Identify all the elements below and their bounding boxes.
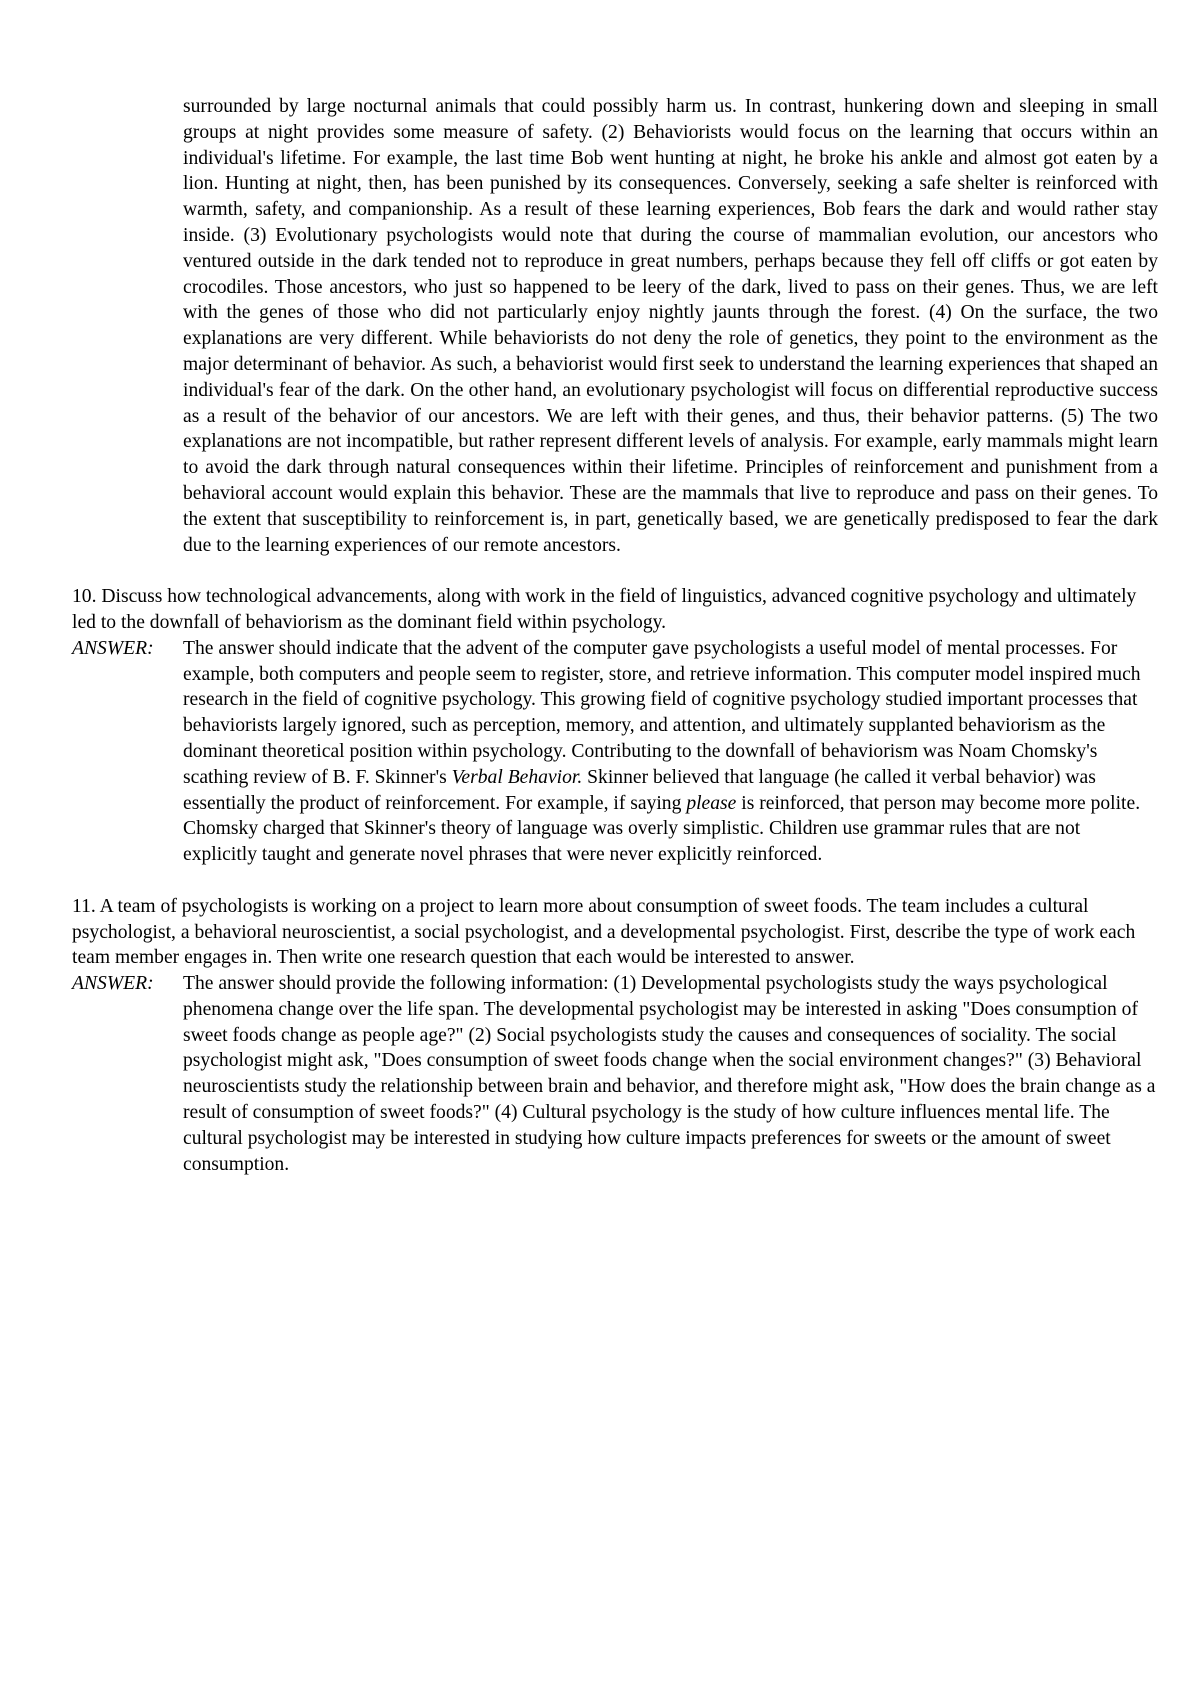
question-10-answer — [72, 636, 1162, 868]
answer-text-part: The answer should indicate that the advent of the computer gave psychologists a useful model of mental processes. For example, both computers and people seem to register, store, and retrieve information. This computer model inspired much research in the field of cognitive psychology. This growing field of cognitive psychology studied important processes that behaviorists largely ignored, such as perception, memory, and attention, and ultimately supplanted behaviorism as the dominant theoretical position within psychology. Contributing to the downfall of behaviorism was Noam Chomsky's scathing review of B. F. Skinner's — [183, 637, 1141, 788]
answer-label: ANSWER: — [72, 973, 154, 995]
answer-text-part: is reinforced, that person may become more polite. Chomsky charged that Skinner's theory of language was overly simplistic. Children use grammar rules that are not explicitly taught and generate novel phrases that were never explicitly reinforced. — [183, 792, 1141, 866]
question-11 — [72, 894, 1162, 1178]
answer-label: ANSWER: — [72, 637, 154, 659]
document-page — [72, 94, 1162, 1177]
question-10-text: 10. Discuss how technological advancements, along with work in the field of linguistics, advanced cognitive psychology and ultimately led to the downfall of behaviorism as the dominant field within psychology. — [72, 586, 1137, 633]
question-10 — [72, 584, 1162, 868]
continued-answer-text: surrounded by large nocturnal animals that could possibly harm us. In contrast, hunkering down and sleeping in small groups at night provides some measure of safety. (2) Behaviorists would focus on the learning that occurs within an individual's lifetime. For example, the last time Bob went hunting at night, he broke his ankle and almost got eaten by a lion. Hunting at night, then, has been punished by its consequences. Conversely, seeking a safe shelter is reinforced with warmth, safety, and companionship. As a result of these learning experiences, Bob fears the dark and would rather stay inside. (3) Evolutionary psychologists would note that during the course of mammalian evolution, our ancestors who ventured outside in the dark tended not to reproduce in great numbers, perhaps because they fell off cliffs or got eaten by crocodiles. Those ancestors, who just so happened to be leery of the dark, lived to pass on their genes. Thus, we are left with the genes of those who did not particularly enjoy nightly jaunts through the forest. (4) On the surface, the two explanations are very different. While behaviorists do not deny the role of genetics, they point to the environment as the major determinant of behavior. As such, a behaviorist would first seek to understand the learning experiences that shaped an individual's fear of the dark. On the other hand, an evolutionary psychologist will focus on differential reproductive success as a result of the behavior of our ancestors. We are left with their genes, and thus, their behavior patterns. (5) The two explanations are not incompatible, but rather represent different levels of analysis. For example, early mammals might learn to avoid the dark through natural consequences within their lifetime. Principles of reinforcement and punishment from a behavioral account would explain this behavior. These are the mammals that live to reproduce and pass on their genes. To the extent that susceptibility to reinforcement is, in part, genetically based, we are genetically predisposed to fear the dark due to the learning experiences of our remote ancestors. — [183, 96, 1158, 556]
question-11-text: 11. A team of psychologists is working on a project to learn more about consumption of sweet foods. The team includes a cultural psychologist, a behavioral neuroscientist, a social psychologist, and a developmental psychologist. First, describe the type of work each team member engages in. Then write one research question that each would be interested to answer. — [72, 895, 1136, 969]
book-title: Verbal Behavior. — [451, 766, 583, 788]
answer-text — [183, 636, 1158, 868]
answer-text: The answer should provide the following information: (1) Developmental psychologists study the ways psychological phenomena change over the life span. The developmental psychologist may be interested in asking "Does consumption of sweet foods change as people age?" (2) Social psychologists study the causes and consequences of sociality. The social psychologist might ask, "Does consumption of sweet foods change when the social environment changes?" (3) Behavioral neuroscientists study the relationship between brain and behavior, and therefore might ask, "How does the brain change as a result of consumption of sweet foods?" (4) Cultural psychology is the study of how culture influences mental life. The cultural psychologist may be interested in studying how culture impacts preferences for sweets or the amount of sweet consumption. — [183, 973, 1156, 1175]
emphasized-word: please — [686, 792, 737, 814]
answer-text-part: Skinner believed that language (he called it verbal behavior) was essentially the product of reinforcement. For example, if saying — [183, 766, 1096, 814]
question-11-answer — [72, 971, 1162, 1177]
